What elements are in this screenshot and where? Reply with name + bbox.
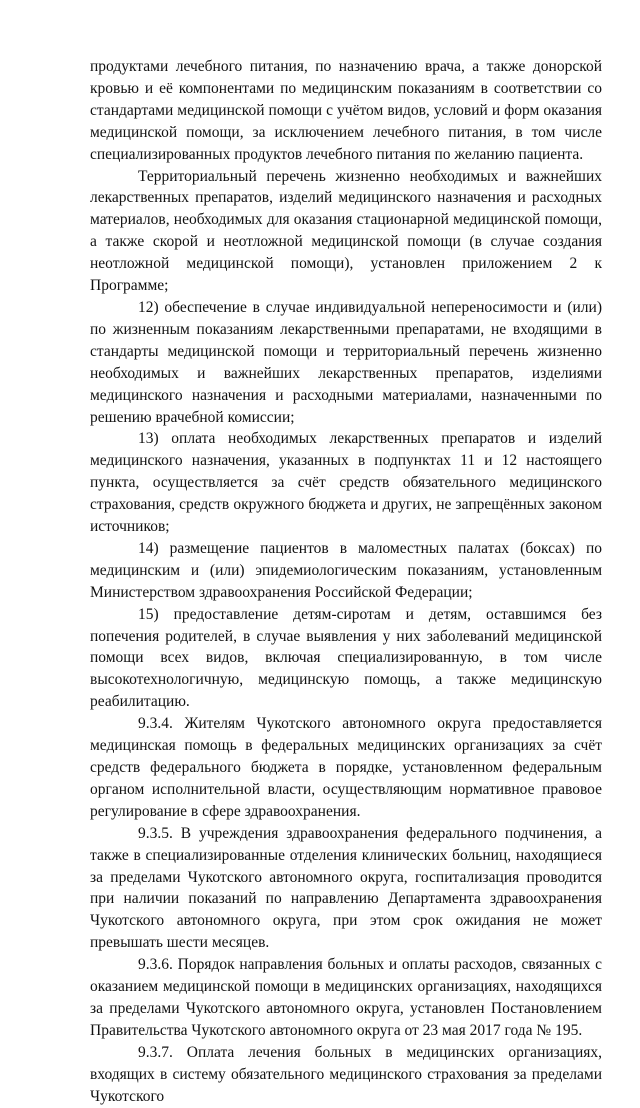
section-9-3-5: 9.3.5. В учреждения здравоохранения федерального подчинения, а также в специализированные отделения клинических больниц, находящиеся за пределами Чукотского автономного округа, госпитализация проводится при наличии показаний по направлению Департамента здравоохранения Чукотского автономного округа, при этом срок ожидания не может превышать шести месяцев. (90, 824, 602, 952)
document-page (90, 56, 602, 1108)
section-9-3-6: 9.3.6. Порядок направления больных и оплаты расходов, связанных с оказанием медицинской помощи в медицинских организациях, находящихся за пределами Чукотского автономного округа, установлен Постановлением Правительства Чукотского автономного округа от 23 мая 2017 года № 195. (90, 956, 602, 1039)
paragraph-continuation: продуктами лечебного питания, по назначению врача, а также донорской кровью и её компонентами по медицинским показаниям в соответствии со стандартами медицинской помощи с учётом видов, условий и форм оказания медицинской помощи, за исключением лечебного питания, в том числе специализированных продуктов лечебного питания по желанию пациента. (90, 58, 602, 163)
paragraph-territorial-list: Территориальный перечень жизненно необходимых и важнейших лекарственных препаратов, изделий медицинского назначения и расходных материалов, необходимых для оказания стационарной медицинской помощи, а также скорой и неотложной медицинской помощи (в случае создания неотложной медицинской помощи), установлен приложением 2 к Программе; (90, 167, 602, 295)
list-item-12: 12) обеспечение в случае индивидуальной непереносимости и (или) по жизненным показаниям лекарственными препаратами, не входящими в стандарты медицинской помощи и территориальный перечень жизненно необходимых и важнейших лекарственных препаратов, изделиями медицинского назначения и расходными материалами, назначенными по решению врачебной комиссии; (90, 298, 602, 426)
list-item-13: 13) оплата необходимых лекарственных препаратов и изделий медицинского назначения, указанных в подпунктах 11 и 12 настоящего пункта, осуществляется за счёт средств обязательного медицинского страхования, средств окружного бюджета и других, не запрещённых законом источников; (90, 430, 602, 536)
list-item-15: 15) предоставление детям-сиротам и детям, оставшимся без попечения родителей, в случае выявления у них заболеваний медицинской помощи всех видов, включая специализированную, в том числе высокотехнологичную, медицинскую помощь, а также медицинскую реабилитацию. (90, 605, 602, 711)
section-9-3-7: 9.3.7. Оплата лечения больных в медицинских организациях, входящих в систему обязательного медицинского страхования за пределами Чукотского (90, 1043, 602, 1105)
list-item-14: 14) размещение пациентов в маломестных палатах (боксах) по медицинским и (или) эпидемиологическим показаниям, установленным Министерством здравоохранения Российской Федерации; (90, 539, 602, 601)
section-9-3-4: 9.3.4. Жителям Чукотского автономного округа предоставляется медицинская помощь в федеральных медицинских организациях за счёт средств федерального бюджета в порядке, установленном федеральным органом исполнительной власти, осуществляющим нормативное правовое регулирование в сфере здравоохранения. (90, 715, 602, 820)
